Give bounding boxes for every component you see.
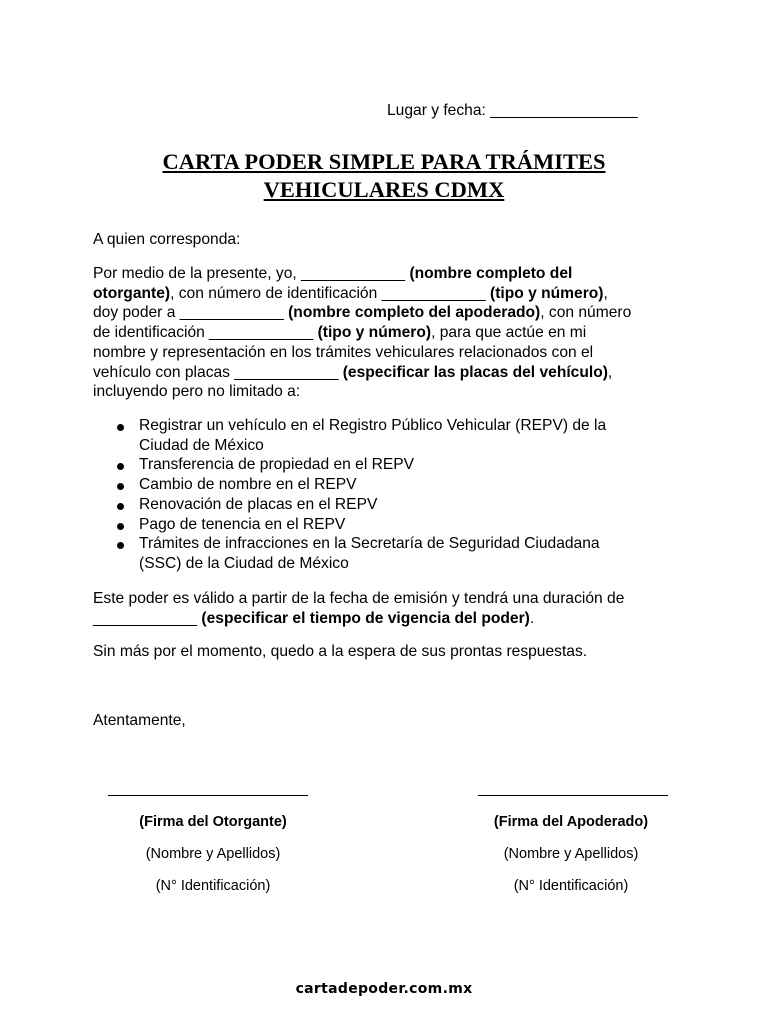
body-text: , — [603, 284, 608, 302]
sign-off: Atentamente, — [93, 712, 186, 729]
attorney-name-label: (Nombre y Apellidos) — [503, 846, 639, 862]
signature-line-grantor — [108, 795, 308, 796]
body-text: , con número de identificación ____________ — [170, 284, 491, 302]
validity-text: ____________ — [93, 609, 202, 627]
grantor-role-label: (Firma del Otorgante) — [139, 814, 287, 830]
list-item: Pago de tenencia en el REPV — [93, 515, 693, 535]
body-bold-text: (tipo y número) — [317, 324, 432, 342]
body-line — [93, 323, 693, 343]
validity-paragraph — [93, 589, 693, 628]
document-title-line-2: VEHICULARES CDMX — [263, 177, 505, 202]
body-bold-text: (tipo y número) — [490, 284, 604, 302]
validity-line — [93, 609, 693, 629]
body-line — [93, 264, 693, 284]
validity-line: Este poder es válido a partir de la fecha de emisión y tendrá una duración de — [93, 590, 625, 607]
body-text: doy poder a ____________ — [93, 304, 289, 322]
body-bold-text: (especificar las placas del vehículo) — [342, 363, 608, 381]
body-paragraph — [93, 264, 693, 402]
document-title-line-1: CARTA PODER SIMPLE PARA TRÁMITES — [162, 149, 606, 174]
signature-line-attorney — [478, 795, 668, 796]
list-item: Transferencia de propiedad en el REPV — [93, 455, 693, 475]
bullet-icon — [117, 483, 124, 490]
body-line: incluyendo pero no limitado a: — [93, 383, 301, 401]
body-line — [93, 284, 693, 304]
body-text: de identificación ____________ — [93, 324, 318, 342]
body-text: Por medio de la presente, yo, ____________ — [93, 265, 410, 282]
bullet-icon — [117, 523, 124, 530]
bullet-icon — [117, 424, 124, 431]
list-item: Cambio de nombre en el REPV — [93, 475, 693, 495]
body-text: vehículo con placas ____________ — [93, 363, 343, 381]
bullet-icon — [117, 463, 124, 470]
body-bold-text: (nombre completo del — [409, 265, 573, 282]
document-title — [60, 148, 708, 204]
body-line — [93, 303, 693, 323]
grantor-id-label: (N° Identificación) — [155, 878, 271, 894]
attorney-id-label: (N° Identificación) — [513, 878, 629, 894]
body-text: , para que actúe en mi — [431, 324, 587, 342]
footer-brand: cartadepoder.com.mx — [295, 981, 473, 997]
bullet-icon — [117, 503, 124, 510]
place-date-line: Lugar y fecha: _________________ — [387, 102, 638, 119]
procedures-list — [93, 416, 693, 574]
validity-text: . — [529, 609, 535, 627]
greeting: A quien corresponda: — [93, 231, 241, 248]
body-text: , con número — [540, 304, 632, 322]
validity-bold-text: (especificar el tiempo de vigencia del poder) — [201, 609, 530, 627]
body-line — [93, 363, 693, 383]
list-item: Renovación de placas en el REPV — [93, 495, 693, 515]
attorney-role-label: (Firma del Apoderado) — [493, 814, 649, 830]
closing-sentence: Sin más por el momento, quedo a la espera de sus prontas respuestas. — [93, 643, 588, 660]
list-item: Registrar un vehículo en el Registro Público Vehicular (REPV) de la Ciudad de México — [93, 416, 693, 455]
body-bold-text: otorgante) — [93, 284, 171, 302]
body-bold-text: (nombre completo del apoderado) — [288, 304, 541, 322]
list-item: Trámites de infracciones en la Secretaría de Seguridad Ciudadana (SSC) de la Ciudad de México — [93, 534, 693, 573]
body-line: nombre y representación en los trámites vehiculares relacionados con el — [93, 343, 594, 361]
body-text: , — [607, 363, 613, 381]
bullet-icon — [117, 542, 124, 549]
grantor-name-label: (Nombre y Apellidos) — [145, 846, 281, 862]
